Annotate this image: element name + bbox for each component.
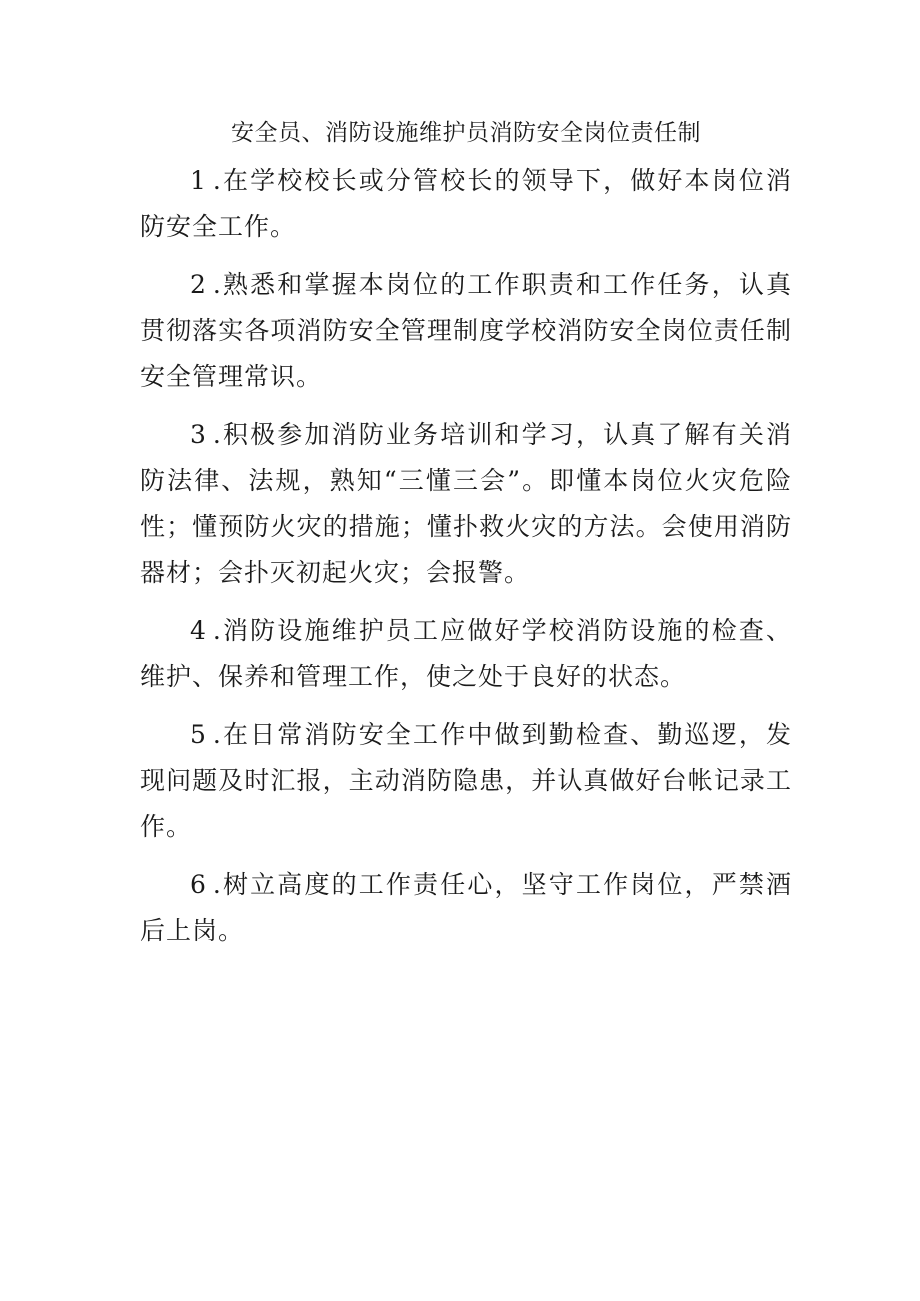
clause-5 — [140, 712, 792, 850]
clause-4 — [140, 608, 792, 700]
clause-2 — [140, 262, 792, 400]
clause-text: .消防设施维护员工应做好学校消防设施的检查、维护、保养和管理工作，使之处于良好的状态。 — [140, 616, 792, 691]
clause-text: .熟悉和掌握本岗位的工作职责和工作任务，认真贯彻落实各项消防安全管理制度学校消防安全岗位责任制安全管理常识。 — [140, 270, 792, 391]
clause-number: 2 — [190, 270, 207, 299]
clause-number: 6 — [190, 870, 207, 899]
clause-number: 1 — [190, 166, 207, 195]
clause-number: 5 — [190, 720, 207, 749]
clause-text: .积极参加消防业务培训和学习，认真了解有关消防法律、法规，熟知“三懂三会”。即懂本岗位火灾危险性；懂预防火灾的措施；懂扑救火灾的方法。会使用消防器材；会扑灭初起火灾；会报警。 — [140, 420, 792, 587]
clause-number: 3 — [190, 420, 207, 449]
clause-text: .在学校校长或分管校长的领导下，做好本岗位消防安全工作。 — [140, 166, 792, 241]
clause-text: .在日常消防安全工作中做到勤检查、勤巡逻，发现问题及时汇报，主动消防隐患，并认真做好台帐记录工作。 — [140, 720, 792, 841]
clause-text: .树立高度的工作责任心，坚守工作岗位，严禁酒后上岗。 — [140, 870, 792, 945]
clause-6 — [140, 862, 792, 954]
clause-number: 4 — [190, 616, 207, 645]
document-page — [140, 112, 792, 966]
clause-3 — [140, 412, 792, 596]
clause-1 — [140, 158, 792, 250]
document-title: 安全员、消防设施维护员消防安全岗位责任制 — [231, 120, 701, 146]
